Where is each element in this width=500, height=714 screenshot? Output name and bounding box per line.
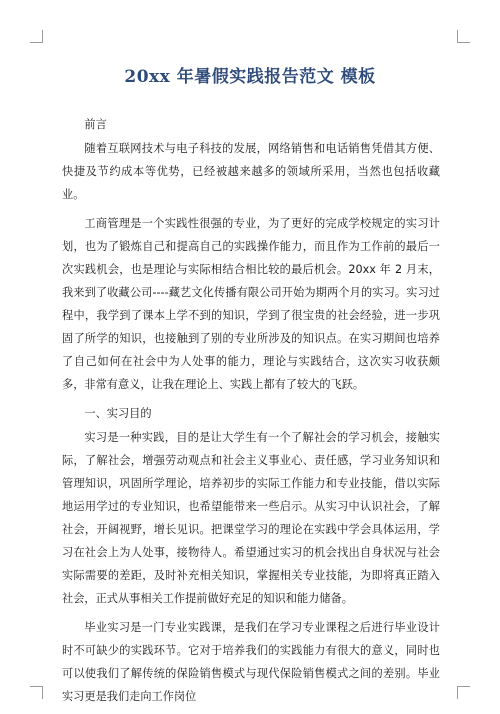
section-heading-preface: 前言 <box>84 118 107 131</box>
document-title: 20xx 年暑假实践报告范文 模板 <box>124 67 376 87</box>
paragraph: 毕业实习是一门专业实践课，是我们在学习专业课程之后进行毕业设计时不可缺少的实践环节。它对于培养我们的实践能力有很大的意义，同时也可以使我们了解传统的保险销售模式与现代保险销售模式之间的差别。毕业实习更是我们走向工作岗位 <box>62 621 440 703</box>
section-heading-purpose: 一、实习目的 <box>84 407 152 420</box>
paragraph: 工商管理是一个实践性很强的专业，为了更好的完成学校规定的实习计划，也为了锻炼自己和提高自己的实践操作能力，而且作为工作前的最后一次实践机会，也是理论与实际相结合相比较的最后机会。20xx 年 2 月末，我来到了收藏公司----藏艺文化传播有限公司开始为期两个月的实习。实习过程中，我学到了课本上学不到的知识，学到了很宝贵的社会经验，进一步巩固了所学的知识，也接触到了别的专业所涉及的知识点。在实习期间也培养了自己如何在社会中为人处事的能力，理论与实践结合，这次实习收获颇多，非常有意义，让我在理论上、实践上都有了较大的飞跃。 <box>62 217 440 391</box>
corner-mark-bottom-left <box>30 686 43 699</box>
document-body <box>62 113 440 714</box>
corner-mark-top-left <box>30 30 43 43</box>
paragraph: 实习是一种实践，目的是让大学生有一个了解社会的学习机会，接触实际，了解社会，增强劳动观点和社会主义事业心、责任感，学习业务知识和管理知识，巩固所学理论，培养初步的实际工作能力和专业技能，借以实际地运用学过的专业知识，也希望能带来一些启示。从实习中认识社会，了解社会，开阔视野，增长见识。把课堂学习的理论在实践中学会具体运用，学习在社会上为人处事，接物待人。希望通过实习的机会找出自身状况与社会实际需要的差距，及时补充相关知识，掌握相关专业技能，为即将真正踏入社会，正式从事相关工作提前做好充足的知识和能力储备。 <box>62 431 440 605</box>
corner-mark-bottom-right <box>457 686 470 699</box>
corner-mark-top-right <box>457 30 470 43</box>
paragraph: 随着互联网技术与电子科技的发展，网络销售和电话销售凭借其方便、快捷及节约成本等优势，已经被越来越多的领域所采用，当然也包括收藏业。 <box>62 142 440 201</box>
